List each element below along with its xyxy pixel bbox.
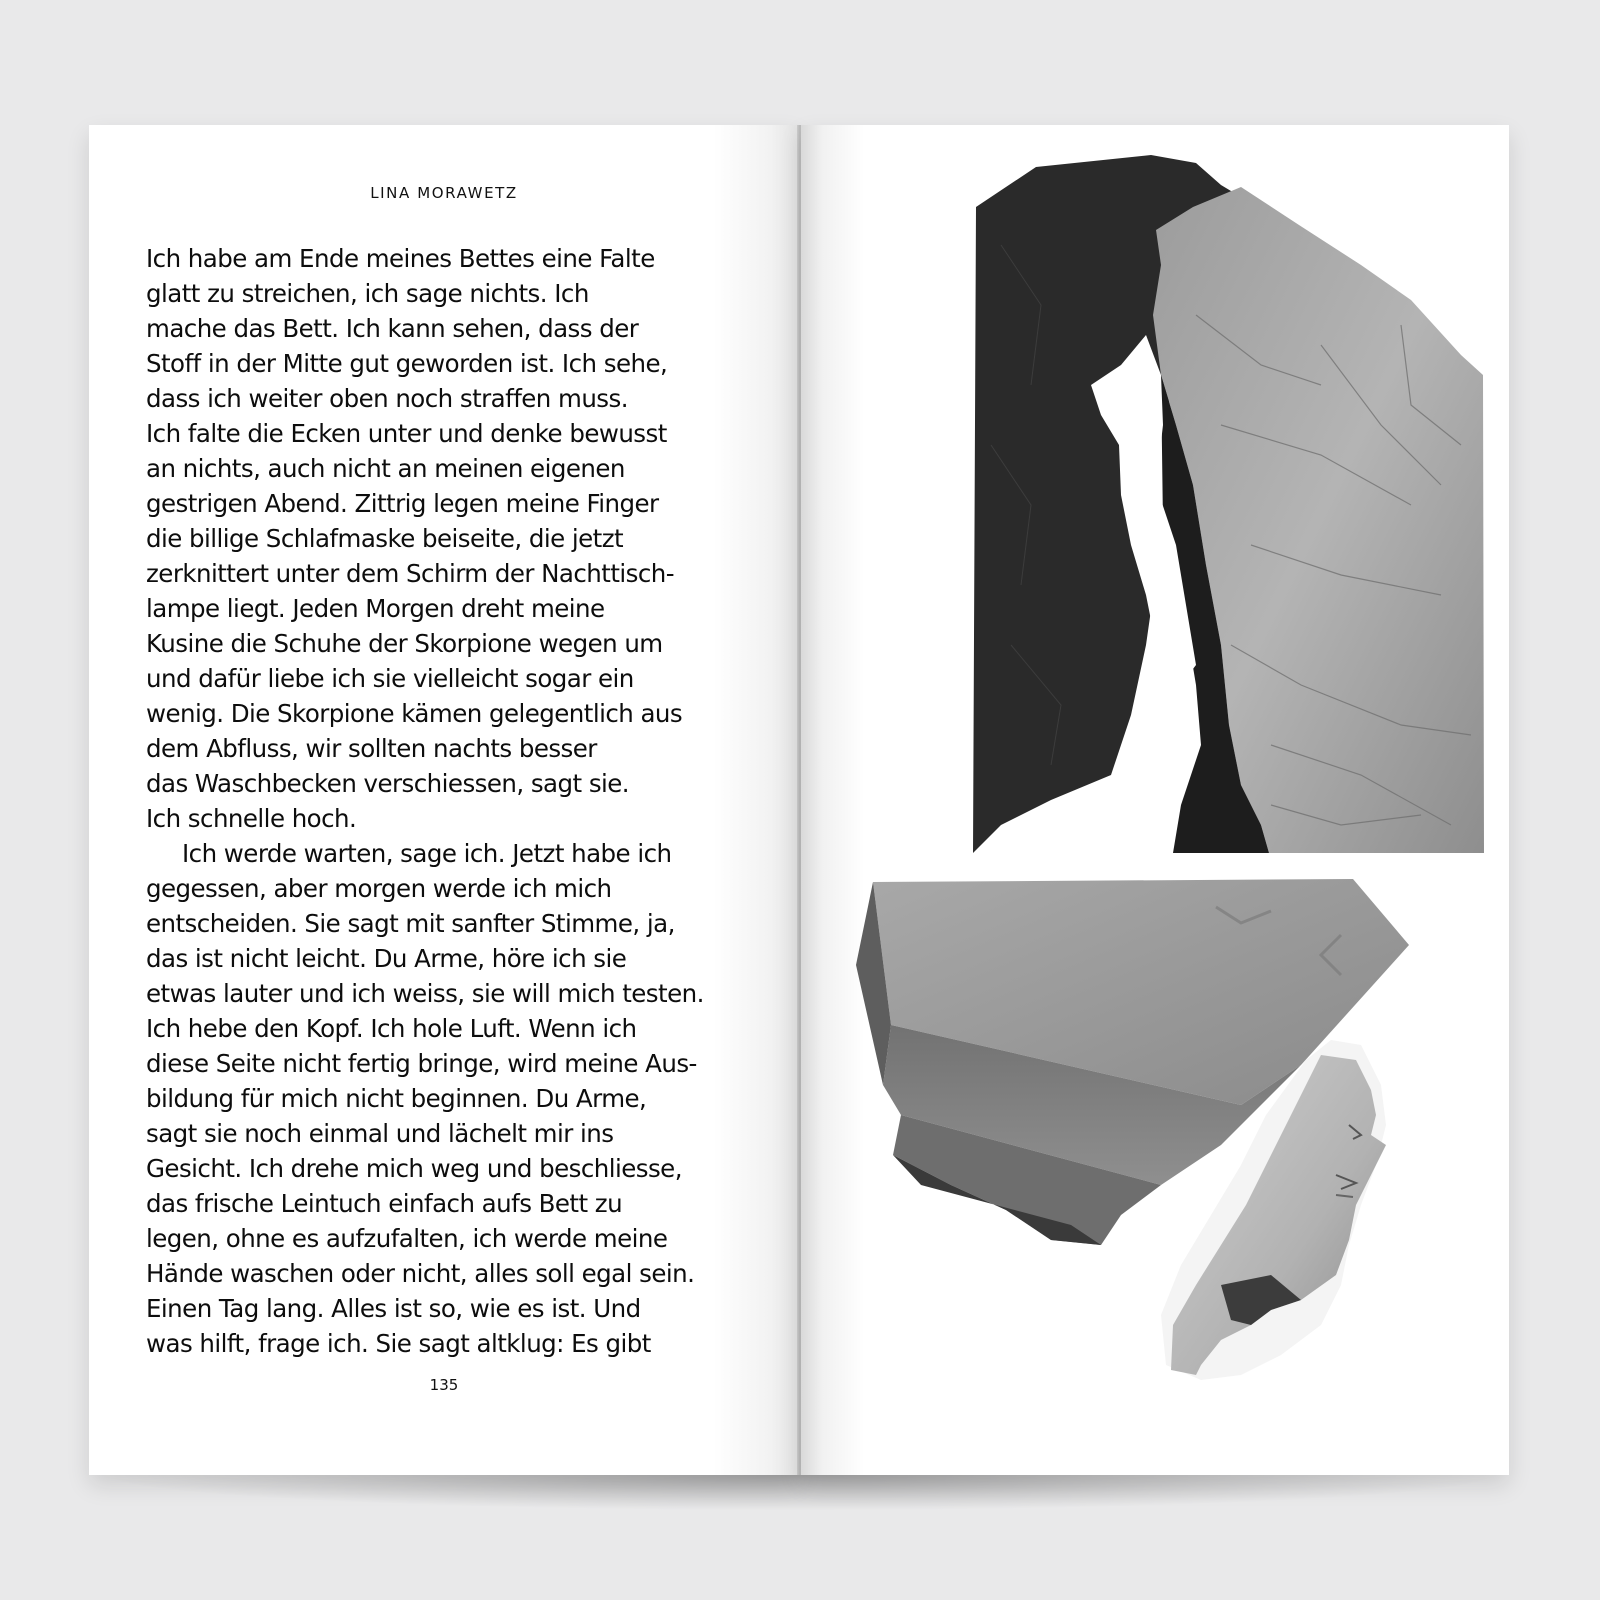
text-line: lampe liegt. Jeden Morgen dreht meine: [146, 594, 605, 623]
text-line: legen, ohne es aufzufalten, ich werde meine: [146, 1224, 668, 1253]
text-line: glatt zu streichen, ich sage nichts. Ich: [146, 279, 589, 308]
text-line: etwas lauter und ich weiss, sie will mich testen.: [146, 979, 704, 1008]
text-line: das frische Leintuch einfach aufs Bett zu: [146, 1189, 623, 1218]
text-line: gestrigen Abend. Zittrig legen meine Finger: [146, 489, 659, 518]
text-line: gegessen, aber morgen werde ich mich: [146, 874, 612, 903]
text-line: dem Abfluss, wir sollten nachts besser: [146, 734, 597, 763]
collage-illustration: [801, 125, 1509, 1475]
text-line: entscheiden. Sie sagt mit sanfter Stimme, ja,: [146, 909, 675, 938]
text-line: diese Seite nicht fertig bringe, wird meine Aus-: [146, 1049, 697, 1078]
text-line: dass ich weiter oben noch straffen muss.: [146, 384, 628, 413]
text-line: das ist nicht leicht. Du Arme, höre ich sie: [146, 944, 627, 973]
text-line: Ich habe am Ende meines Bettes eine Falte: [146, 244, 655, 273]
text-line: bildung für mich nicht beginnen. Du Arme,: [146, 1084, 647, 1113]
text-line: zerknittert unter dem Schirm der Nachttisch-: [146, 559, 675, 588]
page-number: 135: [429, 1376, 459, 1394]
text-line: Ich werde warten, sage ich. Jetzt habe ich: [182, 839, 672, 868]
text-line: Kusine die Schuhe der Skorpione wegen um: [146, 629, 663, 658]
running-head: LINA MORAWETZ: [370, 184, 518, 202]
text-line: Hände waschen oder nicht, alles soll egal sein.: [146, 1259, 695, 1288]
text-line: und dafür liebe ich sie vielleicht sogar ein: [146, 664, 634, 693]
text-line: wenig. Die Skorpione kämen gelegentlich aus: [146, 699, 683, 728]
body-text: [146, 241, 786, 1361]
text-line: Einen Tag lang. Alles ist so, wie es ist. Und: [146, 1294, 641, 1323]
text-line: Stoff in der Mitte gut geworden ist. Ich sehe,: [146, 349, 668, 378]
text-line: was hilft, frage ich. Sie sagt altklug: Es gibt: [146, 1329, 651, 1358]
text-line: Ich schnelle hoch.: [146, 804, 357, 833]
text-line: die billige Schlafmaske beiseite, die jetzt: [146, 524, 624, 553]
text-line: Ich hebe den Kopf. Ich hole Luft. Wenn ich: [146, 1014, 637, 1043]
text-line: sagt sie noch einmal und lächelt mir ins: [146, 1119, 614, 1148]
text-line: an nichts, auch nicht an meinen eigenen: [146, 454, 625, 483]
stone-arch-image: [973, 155, 1484, 853]
text-line: Ich falte die Ecken unter und denke bewusst: [146, 419, 667, 448]
text-line: mache das Bett. Ich kann sehen, dass der: [146, 314, 639, 343]
text-line: Gesicht. Ich drehe mich weg und beschliesse,: [146, 1154, 682, 1183]
left-page: [89, 125, 799, 1475]
right-page: [801, 125, 1509, 1475]
text-line: das Waschbecken verschiessen, sagt sie.: [146, 769, 630, 798]
